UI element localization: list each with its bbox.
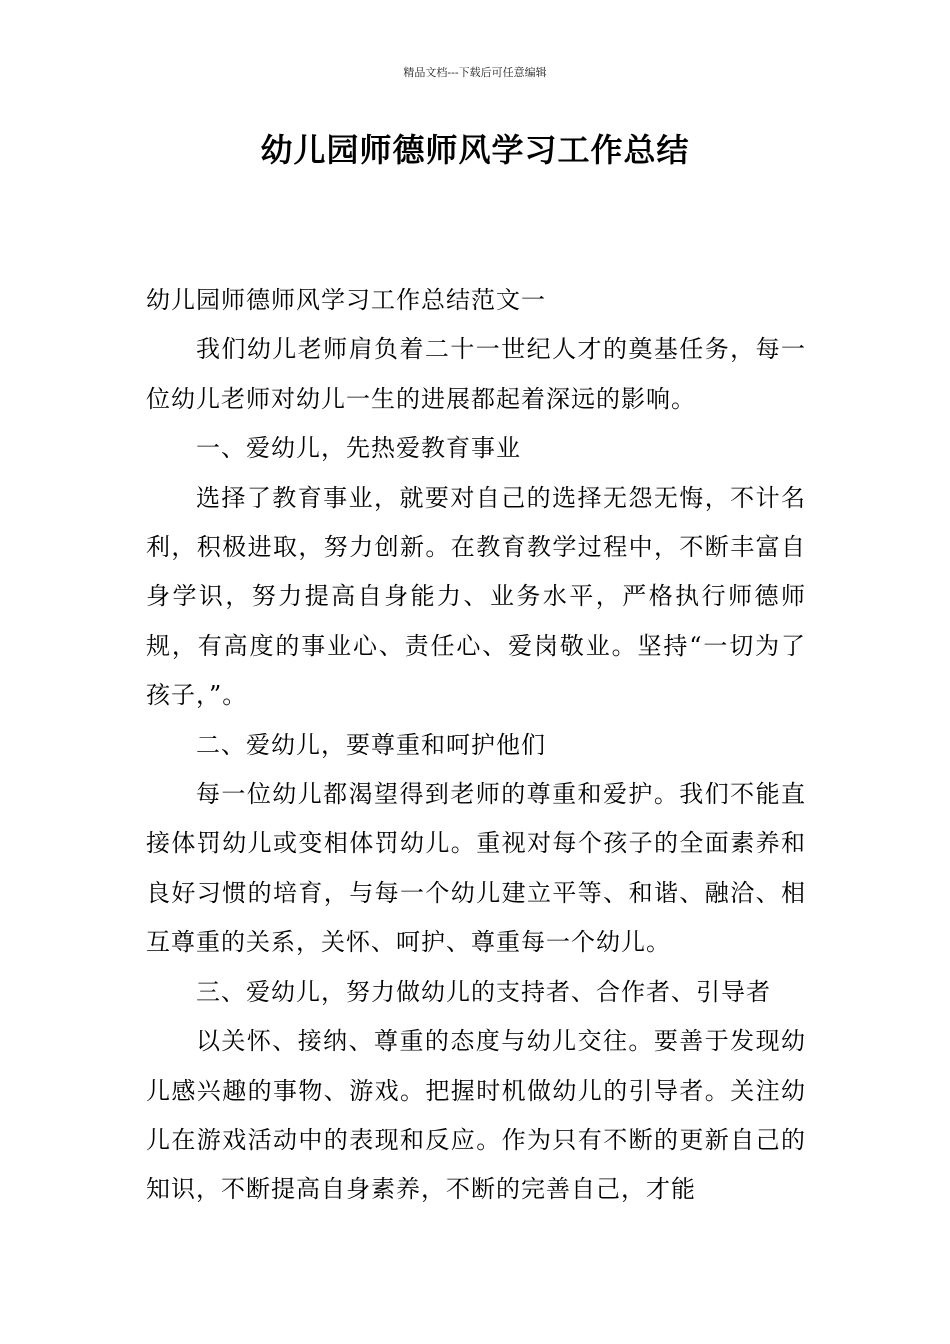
section-heading-1: 一、爱幼儿，先热爱教育事业: [196, 434, 521, 463]
header-note: 精品文档---下载后可任意编辑: [403, 66, 547, 79]
section-body-1: 选择了教育事业，就要对自己的选择无怨无悔，不计名利，积极进取，努力创新。在教育教学过程中，不断丰富自身学识，努力提高自身能力、业务水平，严格执行师德师规，有高度的事业心、责任心、爱岗敬业。坚持“一切为了孩子，”。: [146, 483, 806, 710]
intro-paragraph: 我们幼儿老师肩负着二十一世纪人才的奠基任务，每一位幼儿老师对幼儿一生的进展都起着深远的影响。: [146, 335, 806, 413]
document-title: 幼儿园师德师风学习工作总结: [260, 131, 690, 169]
document-body: [146, 276, 806, 1215]
section-body-2: 每一位幼儿都渴望得到老师的尊重和爱护。我们不能直接体罚幼儿或变相体罚幼儿。重视对每个孩子的全面素养和良好习惯的培育，与每一个幼儿建立平等、和谐、融洽、相互尊重的关系，关怀、呵护、尊重每一个幼儿。: [146, 780, 806, 957]
section-body-3: 以关怀、接纳、尊重的态度与幼儿交往。要善于发现幼儿感兴趣的事物、游戏。把握时机做幼儿的引导者。关注幼儿在游戏活动中的表现和反应。作为只有不断的更新自己的知识，不断提高自身素养，不断的完善自己，才能: [146, 1027, 806, 1204]
section-heading-2: 二、爱幼儿，要尊重和呵护他们: [196, 730, 546, 759]
section-subtitle: 幼儿园师德师风学习工作总结范文一: [146, 286, 546, 314]
section-heading-3: 三、爱幼儿，努力做幼儿的支持者、合作者、引导者: [196, 977, 771, 1006]
